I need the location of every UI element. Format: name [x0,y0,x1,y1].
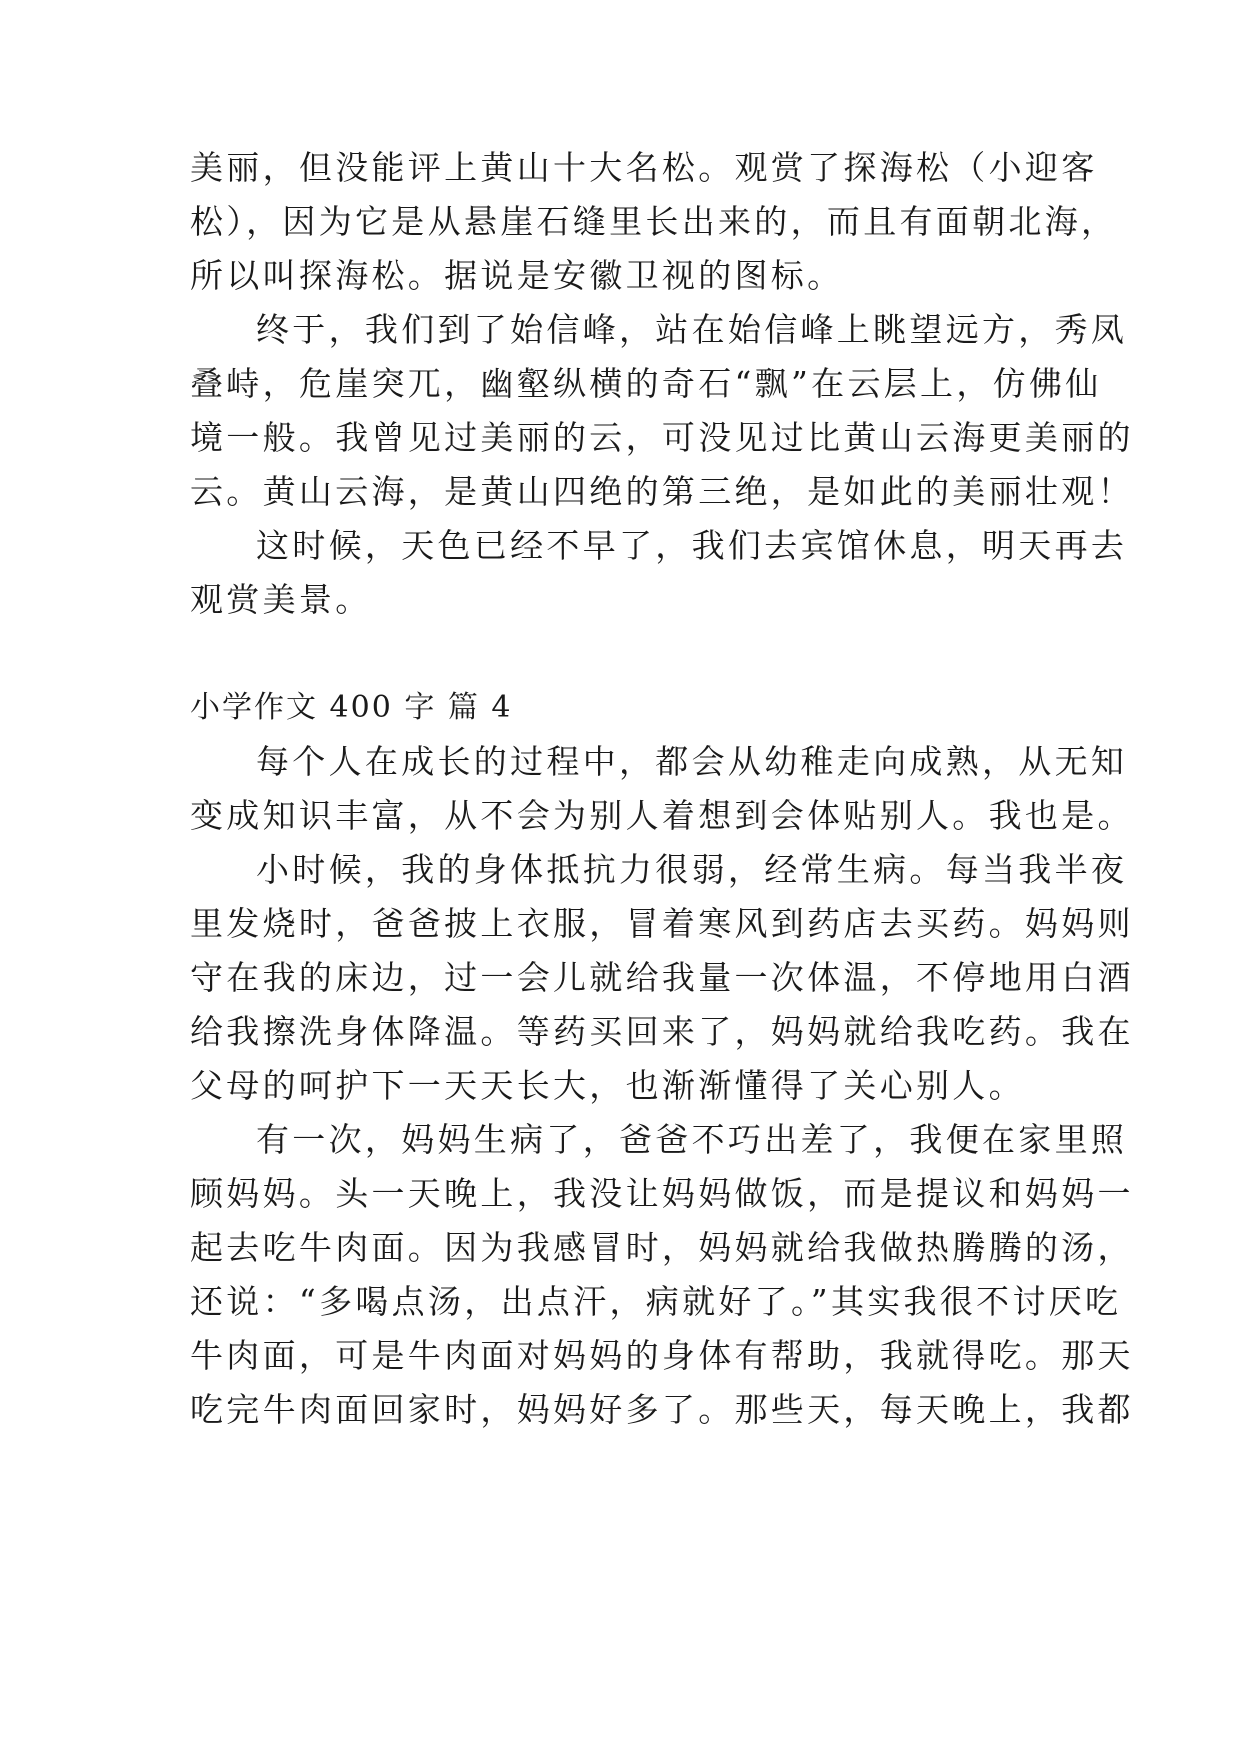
paragraph-line: 守在我的床边，过一会儿就给我量一次体温，不停地用白酒 [190,958,1134,997]
paragraph-line: 终于，我们到了始信峰，站在始信峰上眺望远方，秀凤 [256,310,1128,349]
paragraph-line: 小时候，我的身体抵抗力很弱，经常生病。每当我半夜 [256,850,1128,889]
paragraph-line: 美丽，但没能评上黄山十大名松。观赏了探海松（小迎客 [190,148,1098,187]
paragraph-line: 起去吃牛肉面。因为我感冒时，妈妈就给我做热腾腾的汤， [190,1228,1134,1267]
paragraph-line: 顾妈妈。头一天晚上，我没让妈妈做饭，而是提议和妈妈一 [190,1174,1134,1213]
paragraph-line: 有一次，妈妈生病了，爸爸不巧出差了，我便在家里照 [256,1120,1128,1159]
paragraph-line: 里发烧时，爸爸披上衣服，冒着寒风到药店去买药。妈妈则 [190,904,1134,943]
paragraph-line: 松），因为它是从悬崖石缝里长出来的，而且有面朝北海， [190,202,1118,241]
paragraph-line: 父母的呵护下一天天长大，也渐渐懂得了关心别人。 [190,1066,1025,1105]
paragraph-line: 给我擦洗身体降温。等药买回来了，妈妈就给我吃药。我在 [190,1012,1134,1051]
paragraph-line: 还说：“多喝点汤，出点汗，病就好了。”其实我很不讨厌吃 [190,1282,1122,1321]
paragraph-line: 观赏美景。 [190,580,372,619]
paragraph-line: 叠峙，危崖突兀，幽壑纵横的奇石“飘”在云层上，仿佛仙 [190,364,1102,403]
paragraph-line: 变成知识丰富，从不会为别人着想到会体贴别人。我也是。 [190,796,1134,835]
paragraph-line: 牛肉面，可是牛肉面对妈妈的身体有帮助，我就得吃。那天 [190,1336,1134,1375]
paragraph-line: 所以叫探海松。据说是安徽卫视的图标。 [190,256,844,295]
paragraph-line: 每个人在成长的过程中，都会从幼稚走向成熟，从无知 [256,742,1128,781]
paragraph-line: 这时候，天色已经不早了，我们去宾馆休息，明天再去 [256,526,1128,565]
paragraph-line: 云。黄山云海，是黄山四绝的第三绝，是如此的美丽壮观！ [190,472,1134,511]
section-heading: 小学作文 400 字 篇 4 [190,690,513,725]
paragraph-line: 境一般。我曾见过美丽的云，可没见过比黄山云海更美丽的 [190,418,1134,457]
paragraph-line: 吃完牛肉面回家时，妈妈好多了。那些天，每天晚上，我都 [190,1390,1134,1429]
